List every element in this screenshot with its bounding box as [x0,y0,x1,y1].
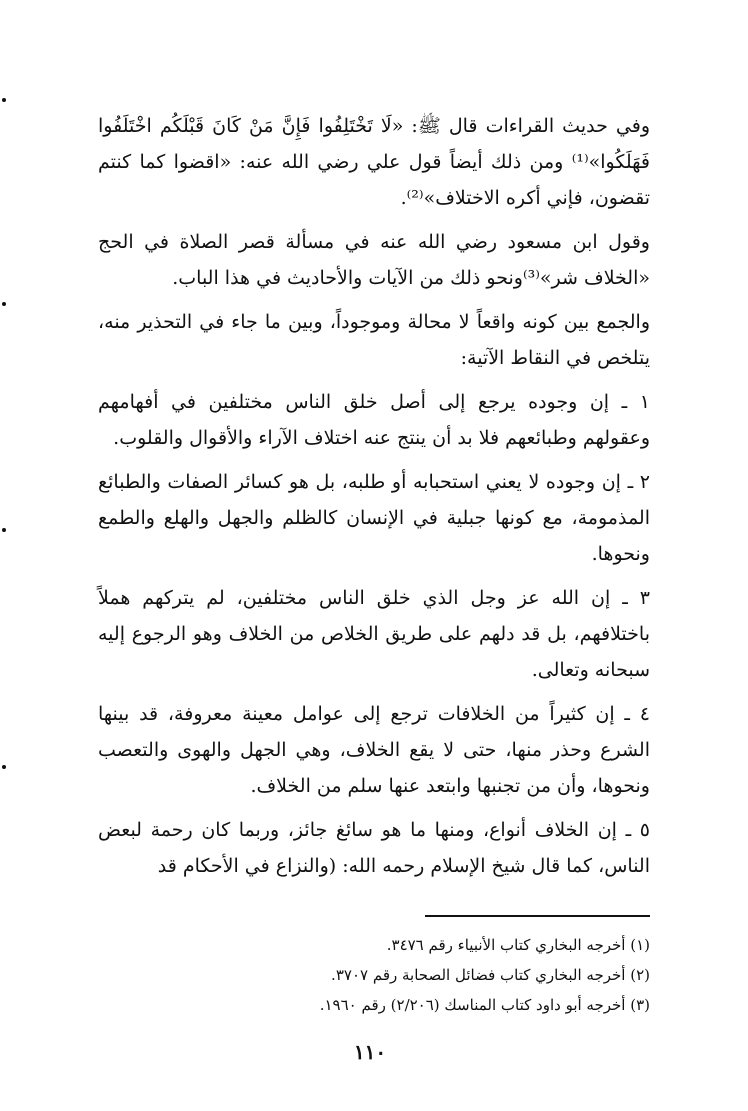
point-1: ١ ـ إن وجوده يرجع إلى أصل خلق الناس مختلفين في أفهامهم وعقولهم وطبائعهم فلا بد أن ينتج عنه اختلاف الآراء والأقوال والقلوب. [98,391,650,449]
point-5: ٥ ـ إن الخلاف أنواع، ومنها ما هو سائغ جائز، وربما كان رحمة لبعض الناس، كما قال شيخ الإسلام رحمه الله: (والنزاع في الأحكام قد [98,819,650,877]
footnote-3: (٣) أخرجه أبو داود كتاب المناسك (٢/٢٠٦) رقم ١٩٦٠. [319,996,650,1014]
footnote-1: (١) أخرجه البخاري كتاب الأنبياء رقم ٣٤٧٦. [386,936,650,954]
point-3: ٣ ـ إن الله عز وجل الذي خلق الناس مختلفين، لم يتركهم هملاً باختلافهم، بل قد دلهم على طريق الخلاص من الخلاف وهو الرجوع إليه سبحانه وتعالى. [98,587,650,681]
footnotes [300,930,650,1020]
point-2: ٢ ـ إن وجوده لا يعني استحبابه أو طلبه، بل هو كسائر الصفات والطبائع المذمومة، مع كونها جبلية في الإنسان كالظلم والجهل والهلع والطمع ونحوها. [98,471,650,565]
margin-mark [2,765,6,769]
margin-mark [2,302,6,306]
paragraph-summary: والجمع بين كونه واقعاً لا محالة وموجوداً، وبين ما جاء في التحذير منه، يتلخص في النقاط الآتية: [98,311,650,369]
paragraph-ibn-masud: وقول ابن مسعود رضي الله عنه في مسألة قصر الصلاة في الحج «الخلاف شر»⁽³⁾ونحو ذلك من الآيات والأحاديث في هذا الباب. [98,231,650,289]
margin-mark [2,528,6,532]
paragraph-intro-hadith: وفي حديث القراءات قال ﷺ: «لَا تَخْتَلِفُوا فَإِنَّ مَنْ كَانَ قَبْلَكُم اخْتَلَفُوا فَهَلَكُوا»⁽¹⁾ ومن ذلك أيضاً قول علي رضي الله عنه: «اقضوا كما كنتم تقضون، فإني أكره الاختلاف»⁽²⁾. [98,115,650,209]
body-text [98,108,650,884]
footnote-2: (٢) أخرجه البخاري كتاب فضائل الصحابة رقم ٣٧٠٧. [331,966,650,984]
point-4: ٤ ـ إن كثيراً من الخلافات ترجع إلى عوامل معينة معروفة، قد بينها الشرع وحذر منها، حتى لا يقع الخلاف، وهي الجهل والهوى والتعصب ونحوها، وأن من تجنبها وابتعد عنها سلم من الخلاف. [98,703,650,797]
footnote-separator [425,915,650,917]
page-number: ١١٠ [353,1040,387,1064]
margin-mark [2,98,6,102]
